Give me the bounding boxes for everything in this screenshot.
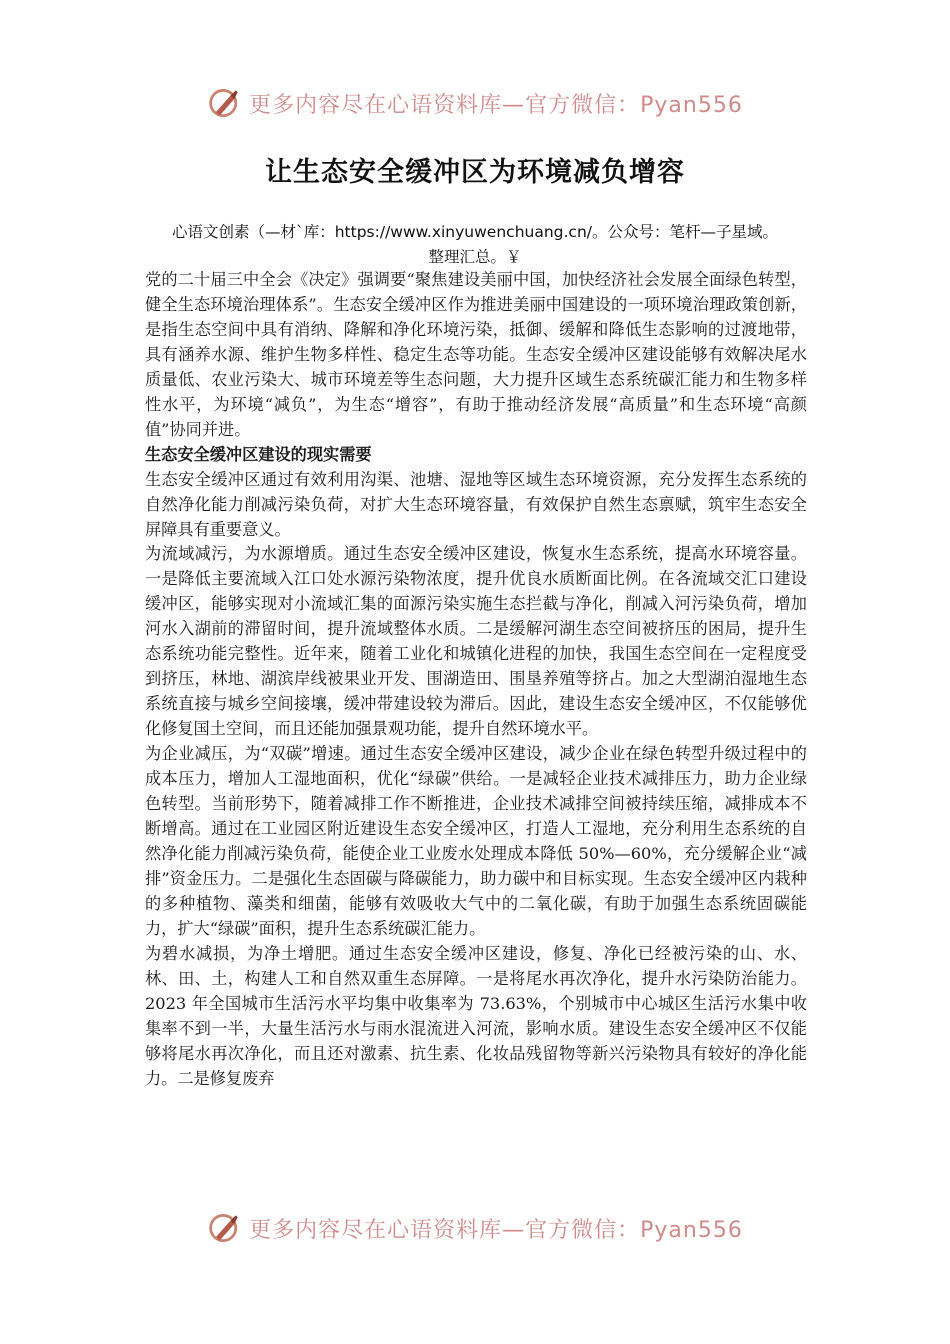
source-note [145,220,805,270]
footer-banner-text: 更多内容尽在心语资料库—官方微信：Pyan556 [249,1217,743,1243]
article-body [145,268,807,1091]
pen-nib-swirl-icon [207,1210,243,1246]
footer-banner [0,1205,950,1251]
paragraph: 为流域减污，为水源增质。通过生态安全缓冲区建设，恢复水生态系统，提高水环境容量。一是降低主要流域入江口处水源污染物浓度，提升优良水质断面比例。在各流域交汇口建设缓冲区，能够实现对小流域汇集的面源污染实施生态拦截与净化，削减入河污染负荷，增加河水入湖前的滞留时间，提升流域整体水质。二是缓解河湖生态空间被挤压的困局，提升生态系统功能完整性。近年来，随着工业化和城镇化进程的加快，我国生态空间在一定程度受到挤压，林地、湖滨岸线被果业开发、围湖造田、围垦养殖等挤占。加之大型湖泊湿地生态系统直接与城乡空间接壤，缓冲带建设较为滞后。因此，建设生态安全缓冲区，不仅能够优化修复国土空间，而且还能加强景观功能，提升自然环境水平。 [145,544,807,739]
header-banner [0,80,950,126]
pen-nib-swirl-icon [207,85,243,121]
source-line-2: 整理汇总。￥ [428,248,522,266]
paragraph: 生态安全缓冲区通过有效利用沟渠、池塘、湿地等区域生态环境资源，充分发挥生态系统的自然净化能力削减污染负荷，对扩大生态环境容量，有效保护自然生态禀赋，筑牢生态安全屏障具有重要意义。 [145,469,807,539]
source-line-1: 心语文创素（—材`库：https://www.xinyuwenchuang.cn/。公众号：笔杆—子星域。 [171,223,778,241]
paragraph: 为碧水减损，为净土增肥。通过生态安全缓冲区建设，修复、净化已经被污染的山、水、林、田、土，构建人工和自然双重生态屏障。一是将尾水再次净化，提升水污染防治能力。2023 年全国城市生活污水平均集中收集率为 73.63%，个别城市中心城区生活污水集中收集率不到一半，大量生活污水与雨水混流进入河流，影响水质。建设生态安全缓冲区不仅能够将尾水再次净化，而且还对激素、抗生素、化妆品残留物等新兴污染物具有较好的净化能力。二是修复废弃 [145,943,807,1088]
header-banner-text: 更多内容尽在心语资料库—官方微信：Pyan556 [249,92,743,118]
page-title: 让生态安全缓冲区为环境减负增容 [265,157,685,188]
paragraph-intro: 党的二十届三中全会《决定》强调要“聚焦建设美丽中国，加快经济社会发展全面绿色转型，健全生态环境治理体系”。生态安全缓冲区作为推进美丽中国建设的一项环境治理政策创新，是指生态空间中具有消纳、降解和净化环境污染，抵御、缓解和降低生态影响的过渡地带，具有涵养水源、维护生物多样性、稳定生态等功能。生态安全缓冲区建设能够有效解决尾水质量低、农业污染大、城市环境差等生态问题，大力提升区域生态系统碳汇能力和生物多样性水平，为环境“减负”，为生态“增容”，有助于推动经济发展“高质量”和生态环境“高颜值”协同并进。 [145,270,807,439]
paragraph: 为企业减压，为“双碳”增速。通过生态安全缓冲区建设，减少企业在绿色转型升级过程中的成本压力，增加人工湿地面积，优化“绿碳”供给。一是减轻企业技术减排压力，助力企业绿色转型。当前形势下，随着减排工作不断推进，企业技术减排空间被持续压缩，减排成本不断增高。通过在工业园区附近建设生态安全缓冲区，打造人工湿地，充分利用生态系统的自然净化能力削减污染负荷，能使企业工业废水处理成本降低 50%—60%，充分缓解企业“减排”资金压力。二是强化生态固碳与降碳能力，助力碳中和目标实现。生态安全缓冲区内栽种的多种植物、藻类和细菌，能够有效吸收大气中的二氧化碳，有助于加强生态系统固碳能力，扩大“绿碳”面积，提升生态系统碳汇能力。 [145,744,807,938]
section-heading: 生态安全缓冲区建设的现实需要 [145,444,372,464]
